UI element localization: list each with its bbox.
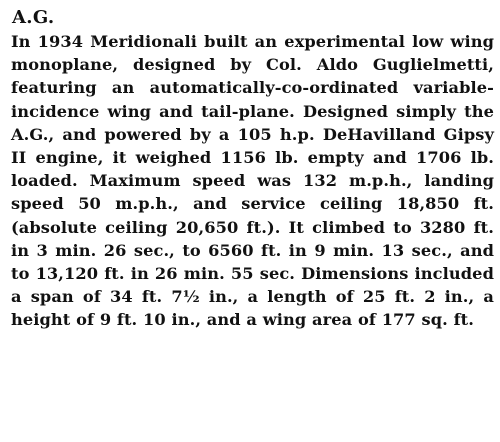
article-paragraph: In 1934 Meridionali built an experimental low wing monoplane, designed by Col. Aldo Guglielmetti, featuring an automatically-co-ordinated variable-incidence wing and tail-plane. Designed simply the A.G., and powered by a 105 h.p. DeHavilland Gipsy II engine, it weighed 1156 lb. empty and 1706 lb. loaded. Maximum speed was 132 m.p.h., landing speed 50 m.p.h., and service ceiling 18,850 ft. (absolute ceiling 20,650 ft.). It climbed to 3280 ft. in 3 min. 26 sec., to 6560 ft. in 9 min. 13 sec., and to 13,120 ft. in 26 min. 55 sec. Dimensions included a span of 34 ft. 7½ in., a length of 25 ft. 2 in., a height of 9 ft. 10 in., and a wing area of 177 sq. ft.: [11, 32, 494, 330]
article-heading: A.G.: [12, 7, 55, 28]
